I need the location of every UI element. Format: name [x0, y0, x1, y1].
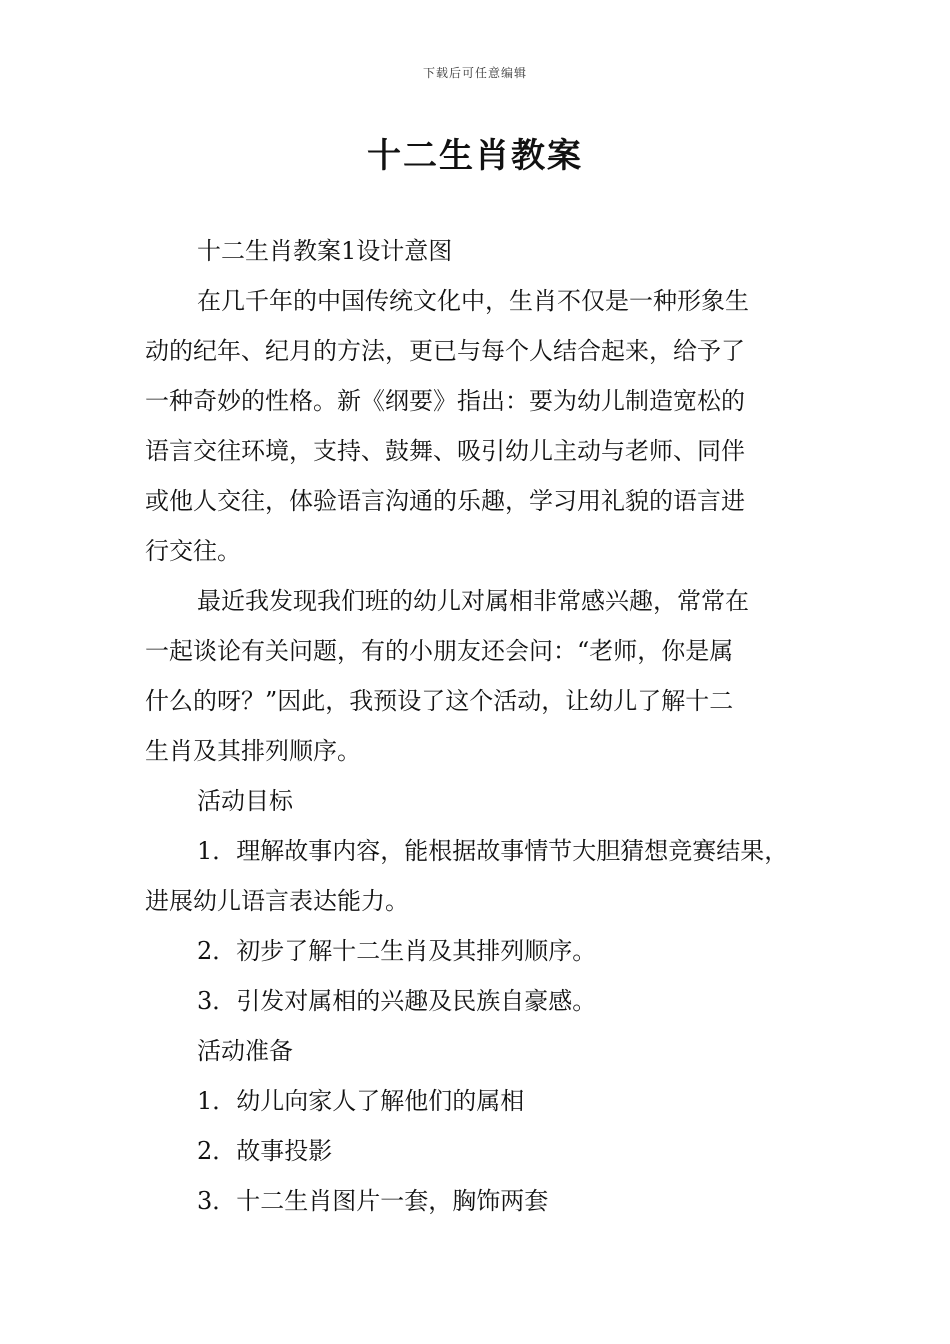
body-text — [145, 226, 820, 1226]
text-line: 在几千年的中国传统文化中，生肖不仅是一种形象生 — [197, 287, 749, 315]
text-line: 活动目标 — [197, 787, 293, 815]
text-line: 语言交往环境，支持、鼓舞、吸引幼儿主动与老师、同伴 — [145, 437, 745, 465]
document-title: 十二生肖教案 — [367, 136, 583, 176]
text-line: 2．初步了解十二生肖及其排列顺序。 — [197, 937, 597, 965]
text-line: 最近我发现我们班的幼儿对属相非常感兴趣，常常在 — [197, 587, 749, 615]
text-line: 生肖及其排列顺序。 — [145, 737, 361, 765]
text-line: 什么的呀？”因此，我预设了这个活动，让幼儿了解十二 — [145, 687, 734, 715]
text-line: 3．引发对属相的兴趣及民族自豪感。 — [197, 987, 597, 1015]
text-line: 行交往。 — [145, 537, 241, 565]
text-line: 3．十二生肖图片一套，胸饰两套 — [197, 1187, 549, 1215]
text-line: 或他人交往，体验语言沟通的乐趣，学习用礼貌的语言进 — [145, 487, 745, 515]
text-line: 一种奇妙的性格。新《纲要》指出：要为幼儿制造宽松的 — [145, 387, 745, 415]
text-line: 1．理解故事内容，能根据故事情节大胆猜想竞赛结果， — [197, 837, 789, 865]
text-line: 一起谈论有关问题，有的小朋友还会问：“老师，你是属 — [145, 637, 734, 665]
text-line: 1．幼儿向家人了解他们的属相 — [197, 1087, 525, 1115]
header-note: 下载后可任意编辑 — [422, 66, 527, 80]
text-line: 十二生肖教案1设计意图 — [197, 237, 453, 265]
text-line: 进展幼儿语言表达能力。 — [145, 887, 409, 915]
text-line: 动的纪年、纪月的方法，更已与每个人结合起来，给予了 — [145, 337, 745, 365]
text-line: 2．故事投影 — [197, 1137, 333, 1165]
text-line: 活动准备 — [197, 1037, 293, 1065]
